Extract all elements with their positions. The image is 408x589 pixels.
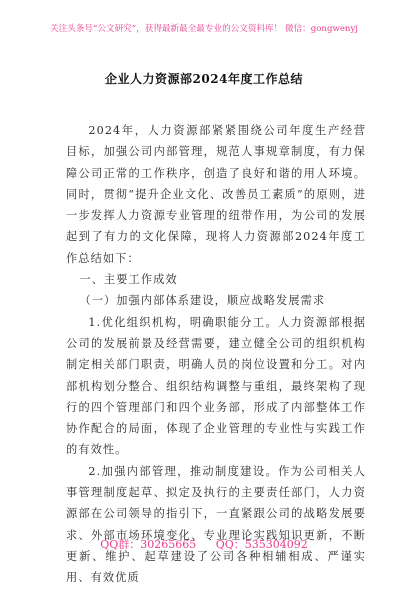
document-title: 企业人力资源部2024年度工作总结 [105,72,303,86]
paragraph-2: 2.加强内部管理，推动制度建设。作为公司相关人事管理制度起草、拟定及执行的主要责任部门，人力资源部在公司领导的指引下，一直紧跟公司的战略发展要求、外部市场环境变化、专业理论实践知识更新，不断更新、维护、起草建设了公司各种相辅相成、严谨实用、有效优质 [66,464,366,585]
footer-contact [0,536,408,552]
footer-qq-number: QQ：535304092 [215,538,308,551]
section-heading: 一、主要工作成效 [79,273,178,287]
sub-heading: （一）加强内部体系建设，顺应战略发展需求 [79,294,326,308]
footer-qq-group: QQ群：30265665 [100,538,197,551]
intro-paragraph: 2024年，人力资源部紧紧围绕公司年度生产经营目标，加强公司内部管理，规范人事规章制度，有力保障公司正常的工作秩序，创造了良好和谐的用人环境。同时，贯彻“提升企业文化、改善员工素质”的原则，进一步发挥人力资源专业管理的纽带作用，为公司的发展起到了有力的文化保障，现将人力资源部2024年度工作总结如下： [66,124,366,265]
document-body [66,120,366,589]
paragraph-1: 1.优化组织机构，明确职能分工。人力资源部根据公司的发展前景及经营需要，建立健全公司的组织机构制定相关部门职责，明确人员的岗位设置和分工。对内部机构划分整合、组织结构调整与重组，最终架构了现行的四个管理部门和四个业务部，形成了内部整体工作协作配合的局面，体现了企业管理的专业性与实践工作的有效性。 [66,315,366,457]
header-promo-note: 关注头条号“公文研究”，获得最新最全最专业的公文资料库！ 微信：gongwenyj [50,24,358,34]
